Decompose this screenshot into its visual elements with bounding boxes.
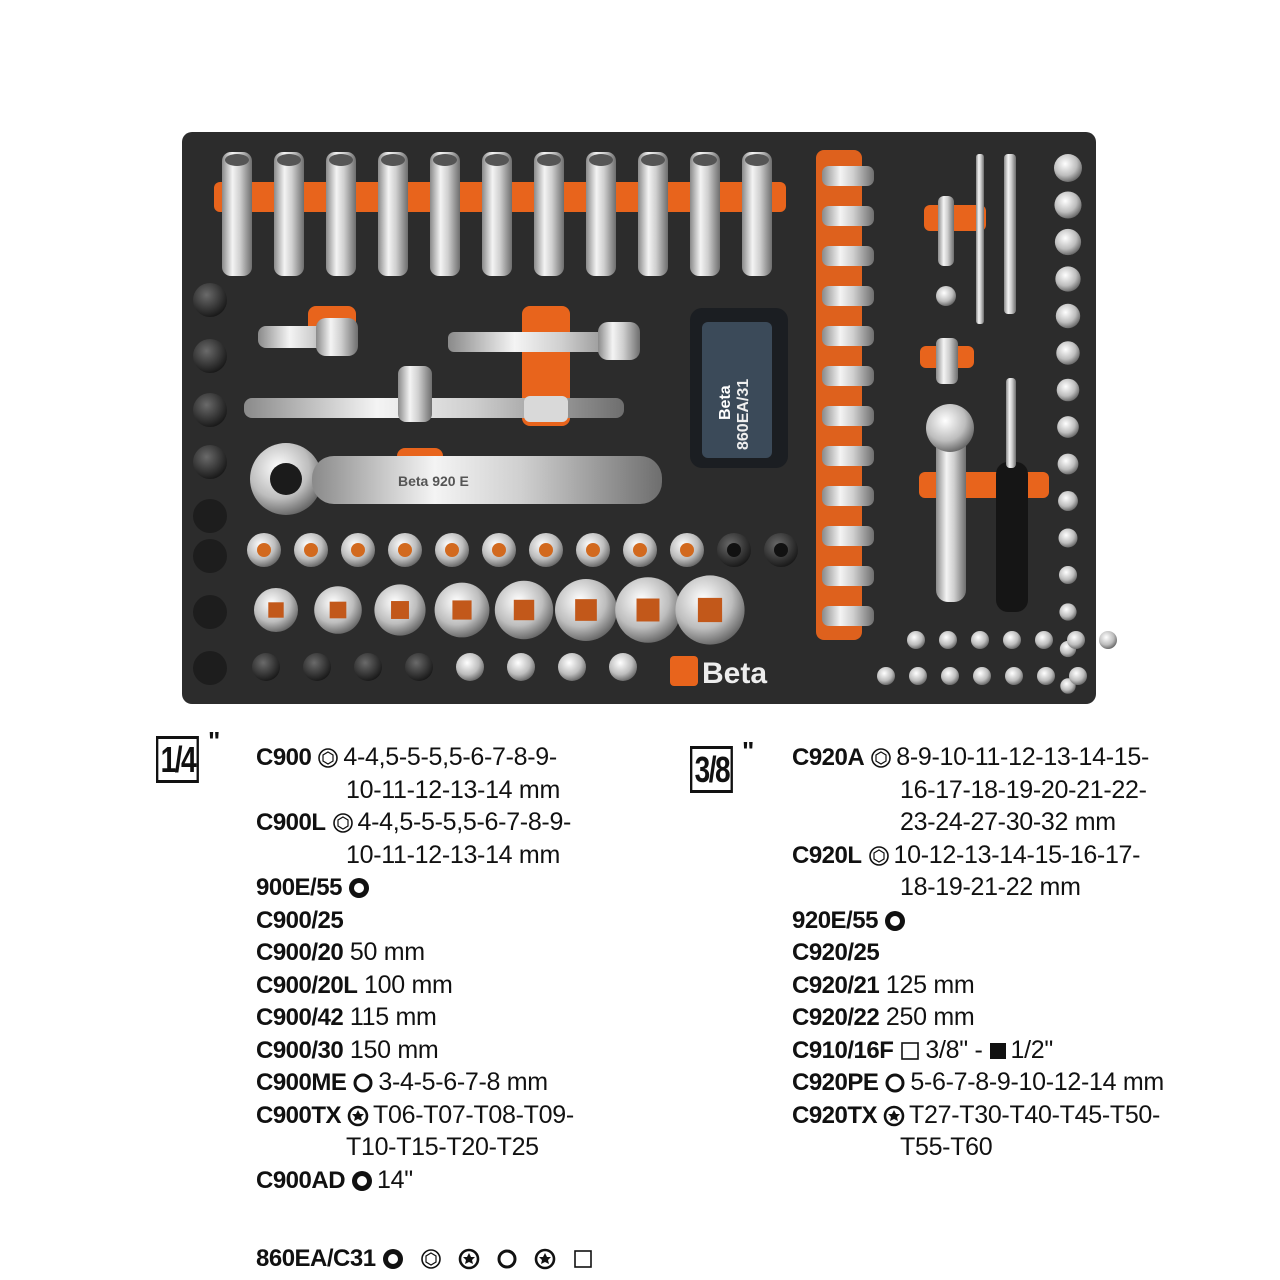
socket <box>939 631 957 649</box>
legend-row <box>256 1001 437 1034</box>
socket <box>405 653 433 681</box>
legend-row <box>256 741 557 774</box>
product-code: C900TX <box>256 1101 342 1129</box>
legend-row <box>792 904 910 937</box>
long-socket <box>822 206 874 226</box>
product-spec: 100 mm <box>357 970 453 999</box>
legend-row <box>792 1001 974 1034</box>
socket <box>507 653 535 681</box>
product-code: C920/25 <box>792 939 880 966</box>
long-socket <box>822 246 874 266</box>
ratchet-icon <box>884 910 906 932</box>
drive-size-three-eighths: 3/8 " <box>690 746 745 793</box>
socket <box>909 667 927 685</box>
product-code: 900E/55 <box>256 874 342 901</box>
bit-case-label: 860EA/31 <box>735 378 752 450</box>
long-socket <box>742 152 772 276</box>
product-code: C920TX <box>792 1101 878 1129</box>
product-code: C900AD <box>256 1166 346 1194</box>
product-spec: 10-12-13-14-15-16-17- <box>893 840 1141 869</box>
product-spec: 1/2" <box>1010 1035 1053 1064</box>
long-socket <box>822 366 874 386</box>
product-spec-continued: T55-T60 <box>900 1133 993 1161</box>
product-code: C900/20L <box>256 971 358 999</box>
long-socket <box>274 152 304 276</box>
socket <box>609 653 637 681</box>
socket <box>193 283 227 317</box>
torx-icon <box>458 1248 480 1270</box>
product-spec: 115 mm <box>343 1003 437 1031</box>
product-code: C920/21 <box>792 971 880 999</box>
long-socket <box>822 446 874 466</box>
ratchet-handle <box>312 456 662 504</box>
long-socket <box>586 152 616 276</box>
product-code: C900/42 <box>256 1004 344 1031</box>
socket <box>193 393 227 427</box>
socket <box>1057 416 1079 438</box>
torx-icon <box>883 1105 905 1127</box>
socket <box>1005 667 1023 685</box>
legend-row <box>256 871 374 904</box>
ratchet-icon <box>351 1170 373 1192</box>
product-code: C900L <box>256 809 326 836</box>
legend-row <box>792 969 974 1002</box>
hex-socket-icon <box>420 1248 442 1270</box>
ratchet-brand: Beta 920 E <box>398 473 469 489</box>
long-socket <box>326 152 356 276</box>
legend-row <box>792 936 879 969</box>
socket <box>1057 379 1080 402</box>
square-drive-icon <box>572 1248 594 1270</box>
socket <box>1099 631 1117 649</box>
extension-bar <box>598 322 640 360</box>
torx-icon <box>347 1105 369 1127</box>
socket <box>1003 631 1021 649</box>
socket <box>1069 667 1087 685</box>
socket <box>558 653 586 681</box>
long-socket <box>822 606 874 626</box>
long-socket <box>822 166 874 186</box>
legend-row <box>256 1034 438 1067</box>
product-spec-continued: 23-24-27-30-32 mm <box>900 808 1116 836</box>
screwdriver-handle <box>996 462 1028 612</box>
svg-text:Beta: Beta <box>717 385 734 420</box>
product-spec: 14" <box>377 1165 413 1194</box>
product-spec-continued: 18-19-21-22 mm <box>900 873 1081 901</box>
long-socket <box>222 152 252 276</box>
socket <box>303 653 331 681</box>
legend-row <box>256 1066 548 1099</box>
product-code: C920PE <box>792 1069 879 1096</box>
socket <box>193 651 227 685</box>
ring-icon <box>884 1072 906 1094</box>
product-spec-continued: 10-11-12-13-14 mm <box>346 840 560 869</box>
drive-size-quarter: 1/4 " <box>156 736 211 783</box>
square-drive-filled-icon <box>989 1042 1007 1060</box>
socket <box>877 667 895 685</box>
product-spec: 4-4,5-5-5,5-6-7-8-9- <box>357 808 572 836</box>
product-code: C900/20 <box>256 939 344 966</box>
socket <box>973 667 991 685</box>
socket <box>193 445 227 479</box>
long-socket <box>430 152 460 276</box>
socket <box>1058 454 1079 475</box>
ratchet-icon <box>382 1248 404 1270</box>
product-code: C900ME <box>256 1069 347 1096</box>
legend-row <box>792 1066 1164 1099</box>
legend-row <box>792 839 1140 872</box>
ratchet-icon <box>348 877 370 899</box>
socket <box>1067 631 1085 649</box>
legend-row <box>256 1099 574 1132</box>
product-code: 920E/55 <box>792 906 878 934</box>
socket <box>1054 191 1081 218</box>
product-spec: 3-4-5-6-7-8 mm <box>378 1068 548 1096</box>
long-socket <box>822 286 874 306</box>
socket <box>1059 566 1077 584</box>
extension-bar <box>524 396 568 422</box>
product-spec: 50 mm <box>343 938 425 966</box>
hex-socket-icon <box>870 747 892 769</box>
socket <box>1059 529 1078 548</box>
product-spec-continued: T10-T15-T20-T25 <box>346 1133 539 1161</box>
beta-logo: Beta <box>702 657 768 690</box>
socket <box>907 631 925 649</box>
socket <box>1054 154 1082 182</box>
product-code: C900 <box>256 744 312 771</box>
torx-icon <box>534 1248 556 1270</box>
socket <box>1037 667 1055 685</box>
long-socket <box>822 406 874 426</box>
product-spec: 4-4,5-5-5,5-6-7-8-9- <box>343 743 557 771</box>
socket <box>971 631 989 649</box>
product-code: C910/16F <box>792 1036 894 1064</box>
beta-logo-mark <box>670 656 698 686</box>
product-code: C920L <box>792 841 862 869</box>
socket <box>193 595 227 629</box>
legend-row <box>792 741 1149 774</box>
hex-socket-icon <box>332 812 354 834</box>
product-code: C920/22 <box>792 1004 880 1031</box>
ring-icon <box>352 1072 374 1094</box>
product-spec: 150 mm <box>343 1035 439 1064</box>
socket <box>1056 304 1080 328</box>
legend-row <box>256 806 571 839</box>
socket <box>1059 603 1076 620</box>
long-socket <box>822 326 874 346</box>
ring-icon <box>496 1248 518 1270</box>
long-socket <box>822 526 874 546</box>
product-spec: 3/8" - <box>925 1035 983 1064</box>
hex-socket-icon <box>868 845 890 867</box>
long-socket <box>822 566 874 586</box>
socket <box>1055 229 1081 255</box>
socket <box>1055 266 1080 291</box>
long-socket <box>638 152 668 276</box>
product-spec: 8-9-10-11-12-13-14-15- <box>896 743 1150 771</box>
legend-row <box>256 1242 598 1275</box>
socket <box>1035 631 1053 649</box>
socket <box>193 499 227 533</box>
socket <box>1056 341 1080 365</box>
legend-row <box>792 1099 1160 1132</box>
universal-joint <box>316 318 358 356</box>
square-drive-icon <box>899 1040 921 1062</box>
product-spec: T27-T30-T40-T45-T50- <box>909 1100 1161 1129</box>
long-socket <box>534 152 564 276</box>
product-code: 860EA/C31 <box>256 1245 376 1272</box>
long-socket <box>822 486 874 506</box>
legend-row <box>256 904 343 937</box>
product-code: C900/25 <box>256 906 344 934</box>
product-spec: 250 mm <box>879 1003 975 1031</box>
socket <box>193 339 227 373</box>
socket <box>941 667 959 685</box>
product-spec: 125 mm <box>879 970 975 999</box>
socket <box>1058 491 1078 511</box>
long-socket <box>690 152 720 276</box>
socket <box>193 539 227 573</box>
legend-row <box>256 969 453 1002</box>
legend-row <box>792 1034 1053 1067</box>
product-spec: 5-6-7-8-9-10-12-14 mm <box>910 1068 1164 1096</box>
bit-type-icons <box>414 1248 598 1270</box>
product-spec-continued: 10-11-12-13-14 mm <box>346 775 560 804</box>
legend-row <box>256 1164 413 1197</box>
socket <box>456 653 484 681</box>
product-spec-continued: 16-17-18-19-20-21-22- <box>900 775 1147 804</box>
socket <box>252 653 280 681</box>
product-code: C900/30 <box>256 1036 344 1064</box>
legend-row <box>256 936 425 969</box>
long-socket <box>482 152 512 276</box>
tbar-slider <box>398 366 432 422</box>
long-socket <box>378 152 408 276</box>
product-spec: T06-T07-T08-T09- <box>373 1100 574 1129</box>
hex-socket-icon <box>317 747 339 769</box>
socket <box>354 653 382 681</box>
product-code: C920A <box>792 744 865 771</box>
